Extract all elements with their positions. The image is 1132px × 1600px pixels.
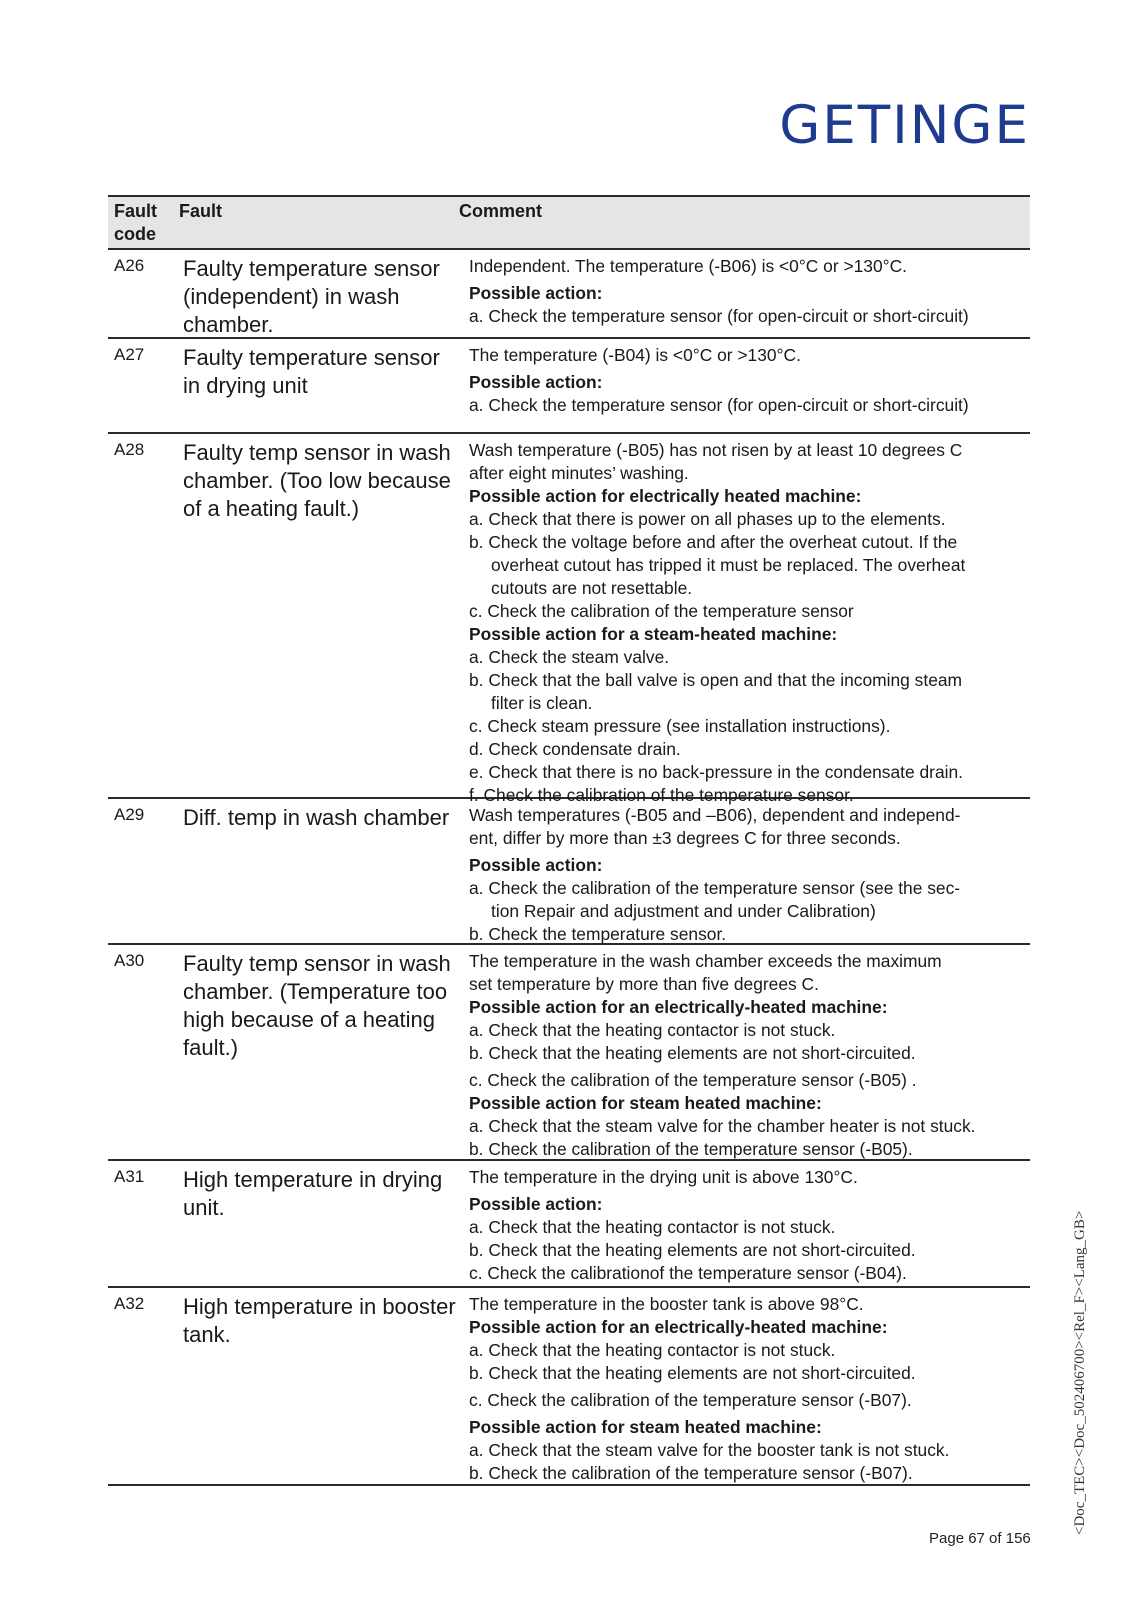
fault-description: High temperature in booster tank. [183,1294,456,1347]
fault-comment [469,1166,1029,1285]
comment-item: d. Check condensate drain. [469,739,681,759]
comment-item: c. Check steam pressure (see installation instructions). [469,716,891,736]
fault-code: A31 [114,1167,145,1186]
comment-text: Independent. The temperature (-B06) is <0°C or >130°C. [469,256,907,276]
fault-code: A30 [114,951,145,970]
fault-description: Diff. temp in wash chamber [183,805,450,830]
comment-heading: Possible action for an electrically-heated machine: [469,1317,888,1337]
comment-heading: Possible action for electrically heated machine: [469,486,862,506]
fault-comment [469,344,1029,417]
fault-code: A29 [114,805,145,824]
comment-text: The temperature in the booster tank is above 98°C. [469,1294,864,1314]
comment-heading: Possible action: [469,1194,603,1214]
comment-text: The temperature in the wash chamber exceeds the maximum [469,951,942,971]
comment-text: set temperature by more than five degrees C. [469,974,819,994]
table-row [108,339,1030,434]
comment-item: b. Check the temperature sensor. [469,924,727,944]
fault-description: Faulty temp sensor in wash chamber. (Temperature too high because of a heating fault.) [183,951,451,1060]
comment-item: c. Check the calibration of the temperature sensor (-B05) . [469,1070,917,1090]
comment-item: b. Check the voltage before and after the overheat cutout. If the [469,532,958,552]
document-reference: <Doc_TEC><Doc_502406700><Rel_F><Lang_GB> [1072,1210,1088,1535]
comment-item: b. Check the calibration of the temperature sensor (-B07). [469,1463,913,1483]
getinge-logo: GETINGE [779,95,1030,156]
comment-text: The temperature in the drying unit is above 130°C. [469,1167,858,1187]
table-header [108,195,1030,250]
fault-comment [469,1293,1029,1485]
table-row [108,1288,1030,1486]
comment-item: b. Check that the ball valve is open and that the incoming steam [469,670,963,690]
comment-item: b. Check the calibration of the temperature sensor (-B05). [469,1139,913,1159]
comment-text: ent, differ by more than ±3 degrees C for three seconds. [469,828,901,848]
table-row [108,799,1030,945]
comment-heading: Possible action: [469,855,603,875]
fault-comment [469,804,1029,946]
fault-table [108,195,1030,1486]
fault-comment [469,950,1029,1161]
table-row [108,1161,1030,1288]
fault-comment [469,255,1029,328]
comment-item: c. Check the calibrationof the temperature sensor (-B04). [469,1263,907,1283]
comment-item: a. Check that the heating contactor is not stuck. [469,1217,836,1237]
fault-code: A28 [114,440,145,459]
comment-item: b. Check that the heating elements are not short-circuited. [469,1363,916,1383]
table-row [108,945,1030,1161]
fault-code: A27 [114,345,145,364]
comment-item: a. Check that there is power on all phases up to the elements. [469,509,946,529]
comment-heading: Possible action for a steam-heated machine: [469,624,838,644]
fault-description: Faulty temp sensor in wash chamber. (Too low because of a heating fault.) [183,440,451,521]
comment-text: Wash temperature (-B05) has not risen by at least 10 degrees C [469,440,963,460]
comment-item: c. Check the calibration of the temperature sensor [469,601,854,621]
header-fault: Fault [179,201,222,221]
header-fault-code: Fault code [114,201,157,244]
table-row [108,434,1030,805]
comment-item: b. Check that the heating elements are not short-circuited. [469,1240,916,1260]
comment-item: a. Check that the steam valve for the booster tank is not stuck. [469,1440,950,1460]
comment-item: a. Check the steam valve. [469,647,670,667]
comment-item: a. Check the temperature sensor (for open-circuit or short-circuit) [469,395,969,415]
comment-item-continued: overheat cutout has tripped it must be replaced. The overheat [491,555,966,575]
comment-item: a. Check that the heating contactor is not stuck. [469,1020,836,1040]
comment-item: b. Check that the heating elements are not short-circuited. [469,1043,916,1063]
comment-item: a. Check the temperature sensor (for open-circuit or short-circuit) [469,306,969,326]
comment-item: a. Check that the heating contactor is not stuck. [469,1340,836,1360]
comment-item-continued: tion Repair and adjustment and under Calibration) [491,901,876,921]
comment-heading: Possible action for an electrically-heated machine: [469,997,888,1017]
fault-code: A32 [114,1294,145,1313]
comment-item: c. Check the calibration of the temperature sensor (-B07). [469,1390,912,1410]
page-number: Page 67 of 156 [929,1530,1031,1547]
comment-item: f. Check the calibration of the temperature sensor. [469,785,854,805]
comment-heading: Possible action: [469,283,603,303]
comment-item-continued: filter is clean. [491,693,593,713]
fault-description: Faulty temperature sensor in drying unit [183,345,440,398]
fault-code: A26 [114,256,145,275]
comment-text: Wash temperatures (-B05 and –B06), dependent and independ- [469,805,961,825]
comment-text: after eight minutes’ washing. [469,463,689,483]
comment-text: The temperature (-B04) is <0°C or >130°C. [469,345,801,365]
comment-item: e. Check that there is no back-pressure in the condensate drain. [469,762,963,782]
comment-item: a. Check the calibration of the temperature sensor (see the sec- [469,878,961,898]
fault-description: Faulty temperature sensor (independent) in wash chamber. [183,256,440,337]
comment-heading: Possible action for steam heated machine: [469,1093,822,1113]
header-comment: Comment [459,201,543,221]
comment-item: a. Check that the steam valve for the chamber heater is not stuck. [469,1116,976,1136]
comment-heading: Possible action: [469,372,603,392]
comment-item-continued: cutouts are not resettable. [491,578,693,598]
fault-comment [469,439,1029,807]
fault-description: High temperature in drying unit. [183,1167,443,1220]
comment-heading: Possible action for steam heated machine: [469,1417,822,1437]
table-row [108,250,1030,339]
